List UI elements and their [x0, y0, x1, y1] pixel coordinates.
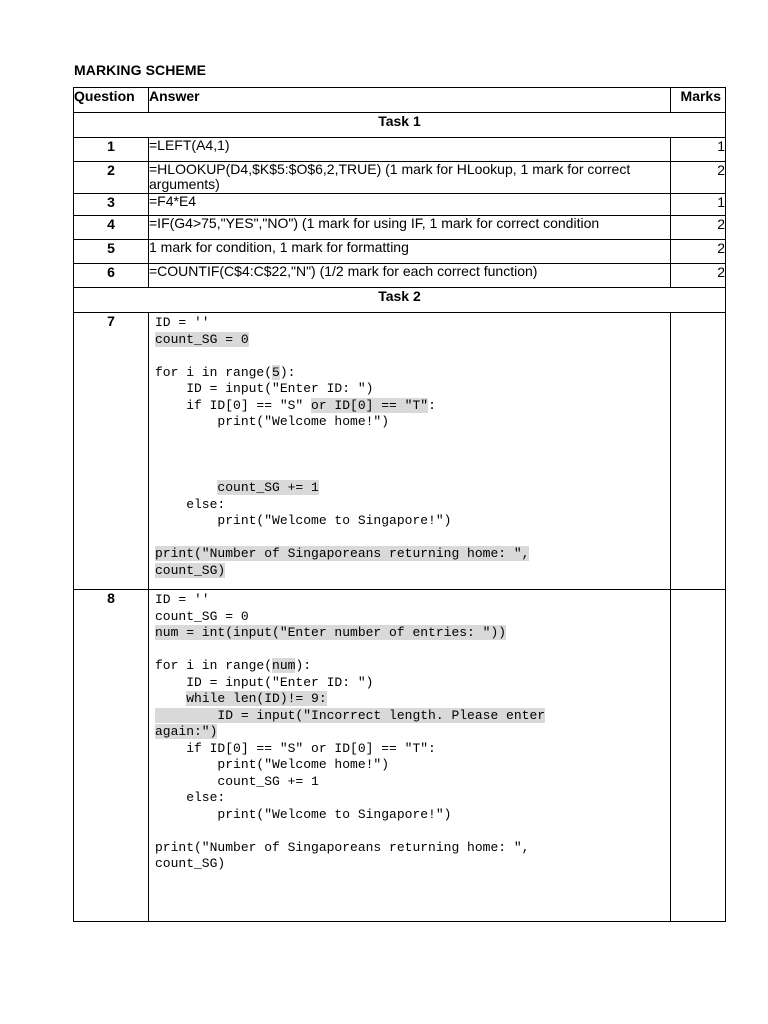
- highlighted-code: while len(ID)!= 9:: [186, 691, 327, 706]
- table-row: [74, 313, 726, 590]
- code-line: for i in range(: [155, 364, 273, 380]
- marks-value: [671, 313, 726, 590]
- table-row: [74, 162, 726, 194]
- task1-row: [74, 113, 726, 138]
- code-line: :: [428, 397, 436, 413]
- marking-scheme-table: [73, 87, 726, 922]
- marks-value: 2: [671, 162, 726, 194]
- answer-text: =F4*E4: [149, 194, 671, 216]
- code-line: ):: [295, 658, 312, 673]
- question-number: 4: [74, 216, 149, 240]
- code-line: count_SG = 0: [155, 608, 249, 624]
- highlighted-code: print("Number of Singaporeans returning home: ",: [155, 546, 530, 561]
- table-row: [74, 240, 726, 264]
- page-title: MARKING SCHEME: [74, 62, 207, 78]
- highlighted-code: again:"): [155, 724, 218, 739]
- code-line: print("Welcome home!"): [155, 414, 390, 429]
- code-line: ):: [279, 364, 296, 380]
- code-line: count_SG): [155, 856, 226, 871]
- question-number: 8: [74, 590, 149, 922]
- answer-text: =HLOOKUP(D4,$K$5:$O$6,2,TRUE) (1 mark for HLookup, 1 mark for correct arguments): [149, 162, 671, 194]
- task1-label: Task 1: [74, 113, 726, 138]
- task2-row: [74, 288, 726, 313]
- code-line: ID = '': [155, 592, 210, 607]
- table-row: [74, 216, 726, 240]
- marks-value: 2: [671, 240, 726, 264]
- code-line: ID = input("Enter ID: "): [155, 381, 374, 396]
- answer-text: 1 mark for condition, 1 mark for formatting: [149, 240, 671, 264]
- highlighted-code: count_SG = 0: [155, 331, 249, 347]
- code-line: print("Number of Singaporeans returning home: ",: [155, 839, 530, 855]
- marks-header: Marks: [671, 88, 726, 113]
- question-number: 3: [74, 194, 149, 216]
- code-line: for i in range(: [155, 658, 273, 673]
- code-line: print("Welcome home!"): [155, 757, 390, 772]
- marks-value: 1: [671, 138, 726, 162]
- question-number: 1: [74, 138, 149, 162]
- answer-text: =LEFT(A4,1): [149, 138, 671, 162]
- highlighted-code: num: [272, 658, 296, 673]
- marks-value: 2: [671, 264, 726, 288]
- highlighted-code: 5: [272, 364, 280, 380]
- code-line: count_SG += 1: [155, 773, 319, 789]
- table-row: [74, 264, 726, 288]
- code-line: else:: [155, 496, 226, 512]
- code-answer: [149, 590, 671, 922]
- marks-value: 2: [671, 216, 726, 240]
- code-answer: [149, 313, 671, 590]
- code-line: print("Welcome to Singapore!"): [155, 513, 452, 528]
- header-row: [74, 88, 726, 113]
- highlighted-code: or ID[0] == "T": [311, 397, 429, 413]
- highlighted-code: ID = input("Incorrect length. Please enter: [155, 707, 546, 723]
- task2-label: Task 2: [74, 288, 726, 313]
- highlighted-code: count_SG += 1: [217, 480, 319, 495]
- answer-header: Answer: [149, 88, 671, 113]
- code-line: ID = '': [155, 315, 210, 330]
- question-header: Question: [74, 88, 149, 113]
- table-row: [74, 590, 726, 922]
- marks-value: [671, 590, 726, 922]
- code-line: else:: [155, 790, 226, 805]
- question-number: 5: [74, 240, 149, 264]
- table-row: [74, 138, 726, 162]
- code-line: if ID[0] == "S": [155, 397, 312, 413]
- table-row: [74, 194, 726, 216]
- question-number: 7: [74, 313, 149, 590]
- question-number: 2: [74, 162, 149, 194]
- code-line: print("Welcome to Singapore!"): [155, 806, 452, 822]
- answer-text: =IF(G4>75,"YES","NO") (1 mark for using IF, 1 mark for correct condition: [149, 216, 671, 240]
- highlighted-code: count_SG): [155, 562, 226, 578]
- question-number: 6: [74, 264, 149, 288]
- highlighted-code: num = int(input("Enter number of entries: ")): [155, 625, 507, 640]
- answer-text: =COUNTIF(C$4:C$22,"N") (1/2 mark for each correct function): [149, 264, 671, 288]
- code-line: if ID[0] == "S" or ID[0] == "T":: [155, 740, 436, 756]
- marks-value: 1: [671, 194, 726, 216]
- code-line: ID = input("Enter ID: "): [155, 674, 374, 690]
